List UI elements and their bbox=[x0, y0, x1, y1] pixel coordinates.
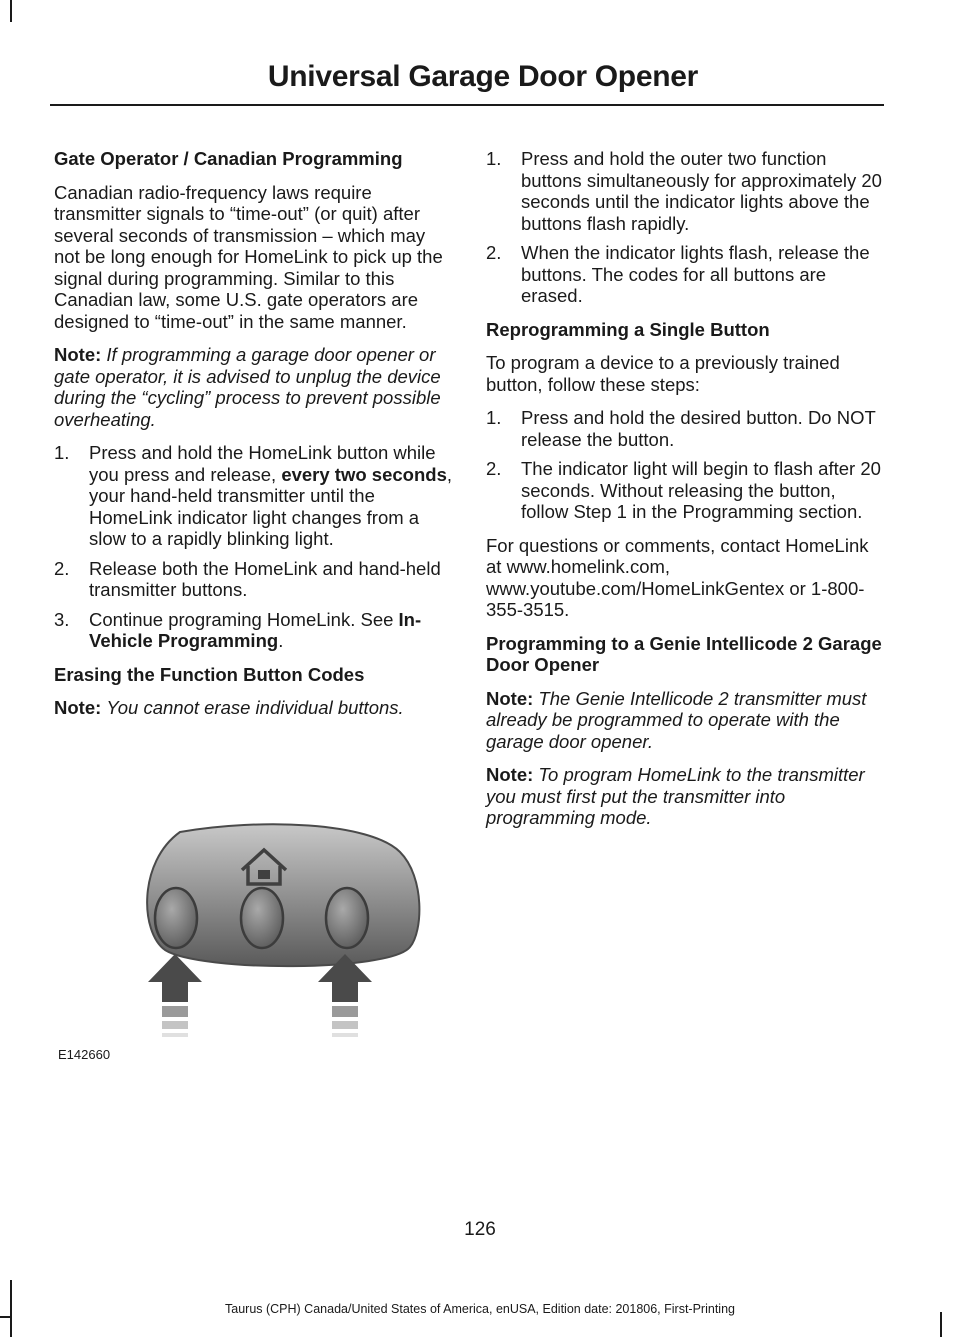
list-number: 1. bbox=[54, 442, 70, 463]
crop-mark bbox=[10, 0, 12, 22]
left-arrow-icon bbox=[148, 954, 202, 1037]
page-title: Universal Garage Door Opener bbox=[267, 60, 698, 93]
note-text: The Genie Intellicode 2 transmitter must already be programmed to operate with the garage door opener. bbox=[486, 687, 867, 752]
left-column bbox=[54, 148, 452, 731]
section-heading-gate-operator: Gate Operator / Canadian Programming bbox=[54, 148, 403, 169]
gate-programming-steps bbox=[54, 442, 452, 652]
erase-steps bbox=[486, 148, 884, 307]
list-item bbox=[54, 442, 452, 550]
list-item bbox=[486, 242, 884, 307]
list-text bbox=[89, 442, 452, 550]
homelink-buttons-figure bbox=[140, 822, 430, 1042]
paragraph-canadian-laws: Canadian radio-frequency laws require transmitter signals to “time-out” (or quit) after several seconds of transmission – which may not be long enough for HomeLink to pick up the signal during programming. Similar to this Canadian law, some U.S. gate operators are designed to “time-out” in the same manner. bbox=[54, 181, 443, 332]
list-text: Press and hold the outer two function buttons simultaneously for approximately 20 seconds until the indicator lights above the buttons flash rapidly. bbox=[521, 148, 882, 234]
left-function-button bbox=[155, 888, 197, 948]
center-function-button bbox=[241, 888, 283, 948]
note-label: Note: bbox=[54, 697, 102, 718]
note-label: Note: bbox=[54, 344, 102, 365]
paragraph-reprogramming-intro: To program a device to a previously trained button, follow these steps: bbox=[486, 352, 840, 395]
list-text-part: . bbox=[278, 630, 284, 651]
list-number: 2. bbox=[486, 458, 502, 479]
list-text bbox=[89, 609, 452, 652]
right-function-button bbox=[326, 888, 368, 948]
note-label: Note: bbox=[486, 687, 534, 709]
list-text: Release both the HomeLink and hand-held transmitter buttons. bbox=[89, 557, 441, 600]
list-text: Press and hold the desired button. Do NOT release the button. bbox=[521, 407, 876, 450]
note-individual-buttons bbox=[54, 697, 452, 719]
right-arrow-icon bbox=[318, 954, 372, 1037]
note-text: If programming a garage door opener or gate operator, it is advised to unplug the device during the “cycling” process to prevent possible overheating. bbox=[54, 344, 441, 430]
footer-edition: Taurus (CPH) Canada/United States of America, enUSA, Edition date: 201806, First-Printing bbox=[225, 1302, 735, 1316]
reprogramming-steps bbox=[486, 407, 884, 523]
list-number: 3. bbox=[54, 608, 70, 630]
list-text: When the indicator lights flash, release the buttons. The codes for all buttons are erased. bbox=[521, 242, 870, 306]
list-text-part: Press and hold the HomeLink button while you press and release, bbox=[89, 442, 436, 485]
list-number: 1. bbox=[486, 407, 502, 428]
paragraph-contact: For questions or comments, contact HomeLink at www.homelink.com, www.youtube.com/HomeLinkGentex or 1-800-355-3515. bbox=[486, 534, 869, 620]
list-text-part: , your hand-held transmitter until the HomeLink indicator light changes from a slow to a rapidly blinking light. bbox=[89, 463, 452, 549]
cross-reference-in-vehicle-programming: In-Vehicle Programming bbox=[89, 608, 422, 651]
note-text: You cannot erase individual buttons. bbox=[106, 697, 404, 718]
header-rule bbox=[50, 104, 884, 106]
list-number: 1. bbox=[486, 148, 502, 169]
list-item bbox=[54, 558, 452, 601]
note-overheating bbox=[54, 344, 452, 430]
section-heading-erasing-codes: Erasing the Function Button Codes bbox=[54, 663, 365, 685]
list-item bbox=[486, 148, 884, 234]
list-item bbox=[486, 458, 884, 523]
list-text: The indicator light will begin to flash after 20 seconds. Without releasing the button, follow Step 1 in the Programming section. bbox=[521, 458, 881, 522]
note-text: To program HomeLink to the transmitter you must first put the transmitter into programming mode. bbox=[486, 764, 865, 828]
list-item bbox=[54, 609, 452, 652]
page-number: 126 bbox=[464, 1219, 496, 1240]
list-number: 2. bbox=[54, 557, 70, 579]
emphasis-every-two-seconds: every two seconds bbox=[281, 463, 447, 485]
crop-mark bbox=[0, 1316, 10, 1318]
figure-code: E142660 bbox=[58, 1047, 111, 1062]
note-label: Note: bbox=[486, 764, 534, 785]
section-heading-genie: Programming to a Genie Intellicode 2 Garage Door Opener bbox=[486, 632, 882, 675]
section-heading-reprogramming: Reprogramming a Single Button bbox=[486, 318, 770, 340]
note-programming-mode bbox=[486, 764, 884, 829]
list-item bbox=[486, 407, 884, 450]
list-number: 2. bbox=[486, 242, 502, 263]
right-column bbox=[486, 148, 884, 841]
note-genie-programmed bbox=[486, 688, 884, 753]
list-text-part: Continue programing HomeLink. See bbox=[89, 608, 399, 630]
